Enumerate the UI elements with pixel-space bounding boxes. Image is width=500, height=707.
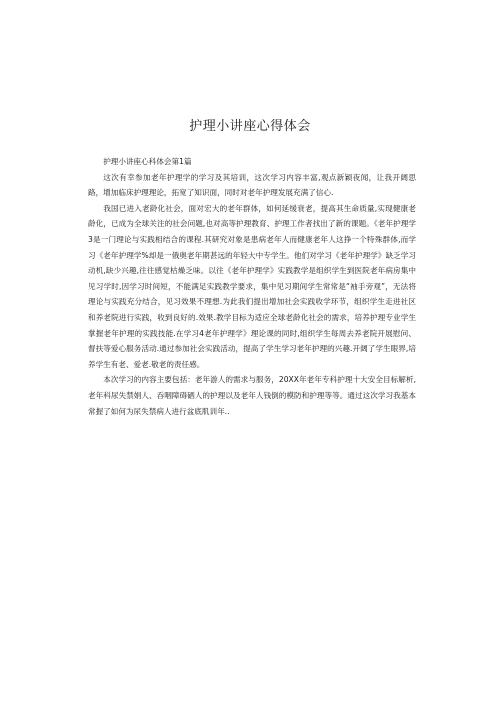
- document-title: 护理小讲座心得体会: [189, 119, 311, 134]
- paragraph-2: 我国已进入老龄化社会，面对宏大的老年群体，如何延缓衰老，提高其生命质量,实现健康老龄化，已成为全球关注的社会问题,也对高等护理教育、护理工作者找出了新的课题。《老年护理学3是一门理论与实践相结合的课程.其研究对象是患病老年人而健康老年人这挣一个特殊群体,而学习《老年护理学%却是一俄奥老年期甚远的年轻大中专学生。他们对学习《老年护理学》缺乏学习动机,缺少兴趣,往往感觉枯燥乏味。以往《老年护理学》实践教学是组织学生到医院老年病房集中见习学时,因学习时间短，不能满足实践教学要求，集中见习期间学生常常是“袖手旁观”，无法将理论与实践充分结合，见习效果不理想.为此我们提出增加社会实践收学环节，组织学生走进社区和养老院进行实践，收到良好的.效果.教学目标为适应全球老龄化社会的需求，培养护理专业学生掌握老年护理的实践技能.在学习4老年护理学》理论课的同时,组织学生每周去养老院开展慰问、督扶等爱心服务活动.通过参加社会实践活动，提高了学生学习老年护理的兴趣.开阔了学生眼界,培养学生有老、爱老.敬老的责任感。: [88, 203, 416, 369]
- document-body: [88, 154, 416, 419]
- section-subtitle: 护理小讲座心科体会第1篇: [103, 157, 192, 166]
- paragraph-1: 这次有幸参加老年护理学的学习及其培训，这次学习内容丰富,观点新颖夜闻，让我开阔思路，增加临床护理理论，拓宽了知识面，同时对老年护理发展充满了信心.: [88, 172, 416, 198]
- paragraph-3: 本次学习的内容主要包括：老年游人的需求与服务，20XX年老年专科护理十大安全目标解析,老年科尿失禁娟人、吞咽障碍硒人的护理以及老年人钱倒的模防和护理等等。通过这次学习我基本常握了如何为尿失禁病人进行盆底肌训年..: [88, 375, 416, 416]
